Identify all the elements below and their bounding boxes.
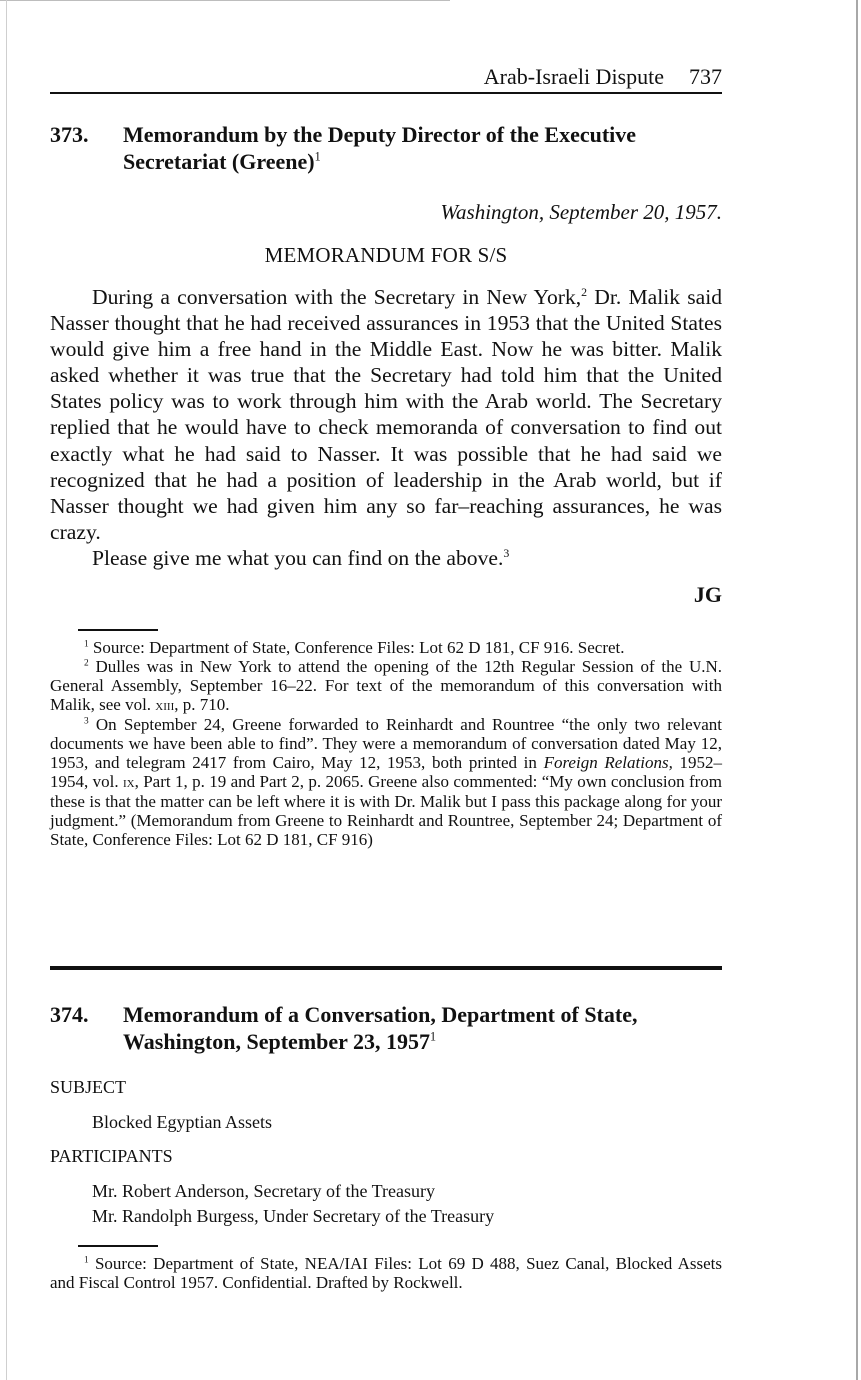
footnote-ref: 1 xyxy=(430,1029,437,1044)
footnote-text: , Part 1, p. 19 and Part 2, p. 2065. Greene also commented: “My own conclusion from these is that the matter can be left where it is with Dr. Malik but I pass this package along for your judgment.” (Memorandum from Greene to Reinhardt and Rountree, September 24; Department of State, Conference Files: Lot 62 D 181, CF 916) xyxy=(50,772,723,849)
document-title-line xyxy=(123,1028,722,1055)
footnotes-374 xyxy=(50,1254,722,1292)
footnote-text: Dulles was in New York to attend the opening of the 12th Regular Session of the U.N. General Assembly, September 16–22. For text of the memorandum of this conversation with Malik, see vol. xyxy=(50,657,722,714)
participants-label: PARTICIPANTS xyxy=(50,1146,173,1166)
body-paragraph xyxy=(50,284,722,545)
document-title-text: Secretariat (Greene) xyxy=(123,149,315,174)
memo-body xyxy=(50,284,722,571)
dateline: Washington, September 20, 1957. xyxy=(440,200,722,224)
document-title xyxy=(123,121,722,175)
volume-number: xiii xyxy=(155,697,175,714)
footnotes-373 xyxy=(50,638,722,849)
subject-value: Blocked Egyptian Assets xyxy=(92,1112,272,1132)
footnote-mark: 3 xyxy=(84,716,89,727)
footnote-ref: 2 xyxy=(581,284,588,299)
footnote-text: Source: Department of State, Conference Files: Lot 62 D 181, CF 916. Secret. xyxy=(88,638,625,657)
subject-label: SUBJECT xyxy=(50,1077,127,1097)
page-number: 737 xyxy=(689,64,722,89)
document-number: 373. xyxy=(50,122,89,147)
document-title-line xyxy=(123,148,722,175)
body-paragraph xyxy=(50,545,722,571)
memo-addressee: MEMORANDUM FOR S/S xyxy=(264,243,508,267)
page-edge-left xyxy=(6,0,7,1380)
footnote-mark: 1 xyxy=(84,639,89,650)
footnote-mark: 2 xyxy=(84,658,89,669)
footnote-mark: 1 xyxy=(84,1255,89,1266)
footnote-text: , p. 710. xyxy=(174,695,230,714)
running-head-title: Arab-Israeli Dispute xyxy=(483,64,664,89)
document-title-line: Memorandum of a Conversation, Department of State, xyxy=(123,1002,638,1027)
footnote-ref: 1 xyxy=(314,149,321,164)
section-divider xyxy=(50,966,722,970)
body-text: Dr. Malik said Nasser thought that he had received assurances in 1953 that the United States would give him a free hand in the Middle East. Now he was bitter. Malik asked whether it was true that the Secretary had told him that the United States policy was to work through him with the Arab world. The Secretary replied that he would have to check memoranda of conversation to find out exactly what he had said to Nasser. It was possible that he had said we recognized that he had a position of leadership in the Arab world, but if Nasser thought we had given him any so far–reaching assurances, he was crazy. xyxy=(50,285,722,544)
footnote-text: On September 24, Greene forwarded to Reinhardt and Rountree “the only two relevant documents we have been able to find”. They were a memorandum of conversation dated May 12, 1953, and telegram 2417 from Cairo, May 12, 1953, both printed in xyxy=(50,715,722,772)
footnote-text: 1952–1954, vol. xyxy=(50,753,723,791)
footnote xyxy=(50,715,722,849)
publication-title: Foreign Relations, xyxy=(543,753,673,772)
body-text: Please give me what you can find on the above. xyxy=(92,545,504,570)
document-title-line: Memorandum by the Deputy Director of the Executive xyxy=(123,122,637,147)
footnote-rule xyxy=(78,1245,158,1247)
footnote-rule xyxy=(78,629,158,631)
footnote xyxy=(50,1254,722,1292)
document-number: 374. xyxy=(50,1002,89,1027)
body-text: During a conversation with the Secretary in New York, xyxy=(92,285,582,309)
footnote xyxy=(50,638,722,657)
participant: Mr. Randolph Burgess, Under Secretary of the Treasury xyxy=(92,1206,495,1226)
footnote-ref: 3 xyxy=(503,545,510,560)
signature-initials: JG xyxy=(693,582,722,607)
footnote-text: Source: Department of State, NEA/IAI Files: Lot 69 D 488, Suez Canal, Blocked Assets and Fiscal Control 1957. Confidential. Drafted by Rockwell. xyxy=(50,1254,722,1292)
participant: Mr. Robert Anderson, Secretary of the Treasury xyxy=(92,1181,435,1201)
page-edge-right xyxy=(856,0,858,1380)
running-head xyxy=(50,64,722,94)
document-title xyxy=(123,1001,722,1055)
volume-number: ix xyxy=(122,774,135,791)
page-edge-top xyxy=(0,0,450,1)
participants-list xyxy=(92,1179,494,1229)
footnote xyxy=(50,657,722,715)
document-title-text: Washington, September 23, 1957 xyxy=(123,1029,431,1054)
